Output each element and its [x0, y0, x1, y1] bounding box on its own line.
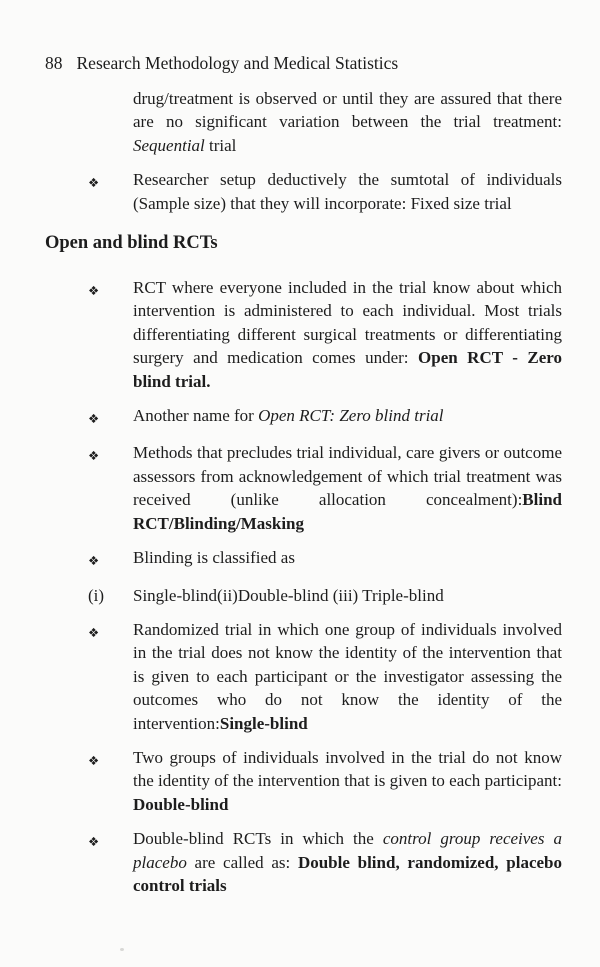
item-text: RCT where everyone included in the trial know about which intervention is administered to each individual. Most trials differentiating different surgical treatments or differentiating surgery and medication comes under: Open RCT - Zero blind trial.	[133, 278, 562, 391]
bullet-item	[88, 404, 562, 430]
page-body	[45, 87, 562, 908]
item-text: Two groups of individuals involved in the trial do not know the identity of the intervention that is given to each participant: Double-blind	[133, 747, 562, 814]
item-text: Methods that precludes trial individual, care givers or outcome assessors from acknowledgement of which trial treatment was received (unlike allocation concealment):Blind RCT/Blinding/Masking	[133, 443, 562, 533]
numbered-item	[88, 584, 562, 607]
running-title: Research Methodology and Medical Statistics	[76, 53, 399, 73]
bullet-item	[88, 546, 562, 572]
bullet-diamond-icon: ❖	[88, 175, 100, 191]
item-text: Randomized trial in which one group of individuals involved in the trial does not know the identity of the intervention that is given to each participant or the investigator assessing the outcomes who do not know the identity of the intervention:Single-blind	[133, 619, 562, 733]
item-text: drug/treatment is observed or until they are assured that there are no significant variation between the trial treatment: Sequential trial	[133, 89, 562, 155]
item-text: Double-blind RCTs in which the control group receives a placebo are called as: Double blind, randomized, placebo control trials	[133, 829, 563, 895]
bullet-item	[88, 746, 562, 816]
bullet-diamond-icon: ❖	[88, 283, 100, 299]
bullet-diamond-icon: ❖	[88, 411, 100, 427]
bullet-diamond-icon: ❖	[88, 624, 100, 640]
paragraph-continuation	[133, 87, 562, 157]
list-marker: (i)	[88, 585, 105, 605]
bullet-item	[88, 618, 562, 735]
bullet-diamond-icon: ❖	[88, 553, 100, 569]
bullet-diamond-icon: ❖	[88, 752, 100, 768]
item-text: Another name for Open RCT: Zero blind trial	[133, 406, 444, 426]
bullet-item	[88, 168, 562, 215]
bullet-item	[88, 441, 562, 535]
bullet-item	[88, 827, 562, 897]
scan-artifact	[120, 948, 124, 951]
item-text: Researcher setup deductively the sumtotal of individuals (Sample size) that they will incorporate: Fixed size trial	[133, 170, 562, 213]
bullet-item	[88, 276, 562, 393]
bullet-diamond-icon: ❖	[88, 448, 100, 464]
page-number: 88	[45, 53, 63, 73]
section-heading: Open and blind RCTs	[45, 233, 218, 254]
item-text: Single-blind(ii)Double-blind (iii) Triple-blind	[133, 585, 444, 605]
running-header	[45, 52, 398, 74]
bullet-diamond-icon: ❖	[88, 834, 100, 850]
item-text: Blinding is classified as	[133, 548, 295, 568]
